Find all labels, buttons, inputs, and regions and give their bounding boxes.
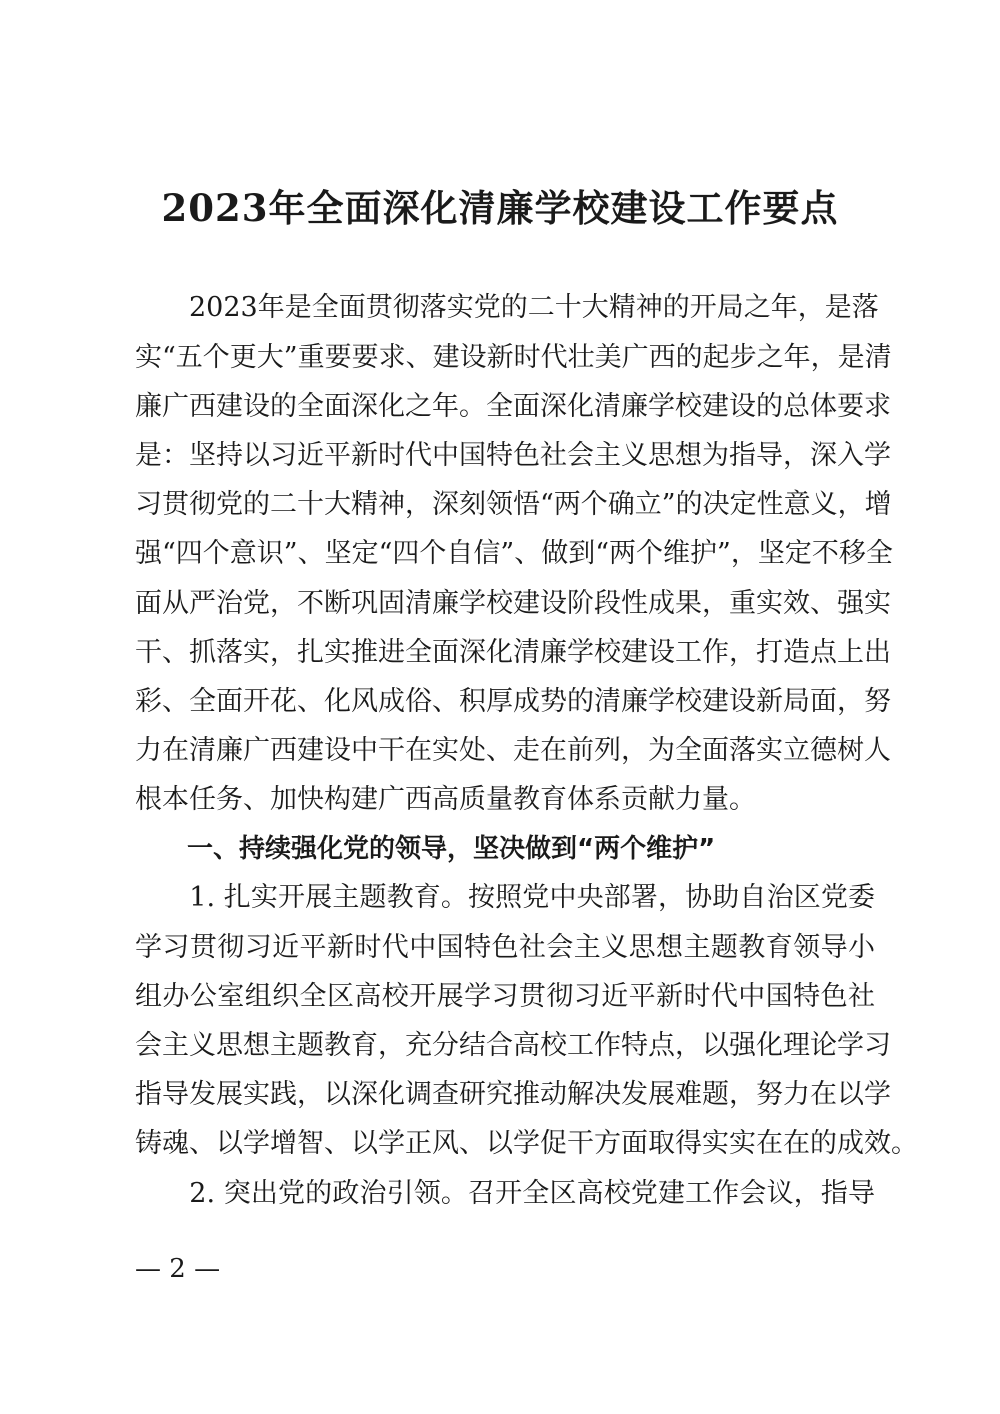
body-line: 组办公室组织全区高校开展学习贯彻习近平新时代中国特色社 <box>135 981 875 1012</box>
section-heading: 一、持续强化党的领导，坚决做到“两个维护” <box>135 834 716 864</box>
body-line: 2. 突出党的政治引领。召开全区高校党建工作会议，指导 <box>135 1178 875 1209</box>
body-line: 干、抓落实，扎实推进全面深化清廉学校建设工作，打造点上出 <box>135 637 891 668</box>
body-line: 面从严治党，不断巩固清廉学校建设阶段性成果，重实效、强实 <box>135 588 891 619</box>
body-line: 1. 扎实开展主题教育。按照党中央部署，协助自治区党委 <box>135 882 875 913</box>
document-title: 2023年全面深化清廉学校建设工作要点 <box>161 186 839 230</box>
body-line: 根本任务、加快构建广西高质量教育体系贡献力量。 <box>135 784 756 815</box>
body-line: 习贯彻党的二十大精神，深刻领悟“两个确立”的决定性意义，增 <box>135 489 892 520</box>
body-line: 学习贯彻习近平新时代中国特色社会主义思想主题教育领导小 <box>135 932 875 963</box>
body-line: 铸魂、以学增智、以学正风、以学促干方面取得实实在在的成效。 <box>135 1128 918 1159</box>
page-number: — 2 — <box>135 1254 221 1284</box>
body-line: 指导发展实践，以深化调查研究推动解决发展难题，努力在以学 <box>135 1079 891 1110</box>
body-line: 彩、全面开花、化风成俗、积厚成势的清廉学校建设新局面，努 <box>135 686 891 717</box>
body-line: 力在清廉广西建设中干在实处、走在前列，为全面落实立德树人 <box>135 735 891 766</box>
body-line: 2023年是全面贯彻落实党的二十大精神的开局之年，是落 <box>135 292 879 323</box>
body-line: 强“四个意识”、坚定“四个自信”、做到“两个维护”，坚定不移全 <box>135 538 893 569</box>
body-line: 廉广西建设的全面深化之年。全面深化清廉学校建设的总体要求 <box>135 391 891 422</box>
body-line: 实“五个更大”重要要求、建设新时代壮美广西的起步之年，是清 <box>135 342 892 373</box>
body-line: 是：坚持以习近平新时代中国特色社会主义思想为指导，深入学 <box>135 440 891 471</box>
body-line: 会主义思想主题教育，充分结合高校工作特点，以强化理论学习 <box>135 1030 891 1061</box>
